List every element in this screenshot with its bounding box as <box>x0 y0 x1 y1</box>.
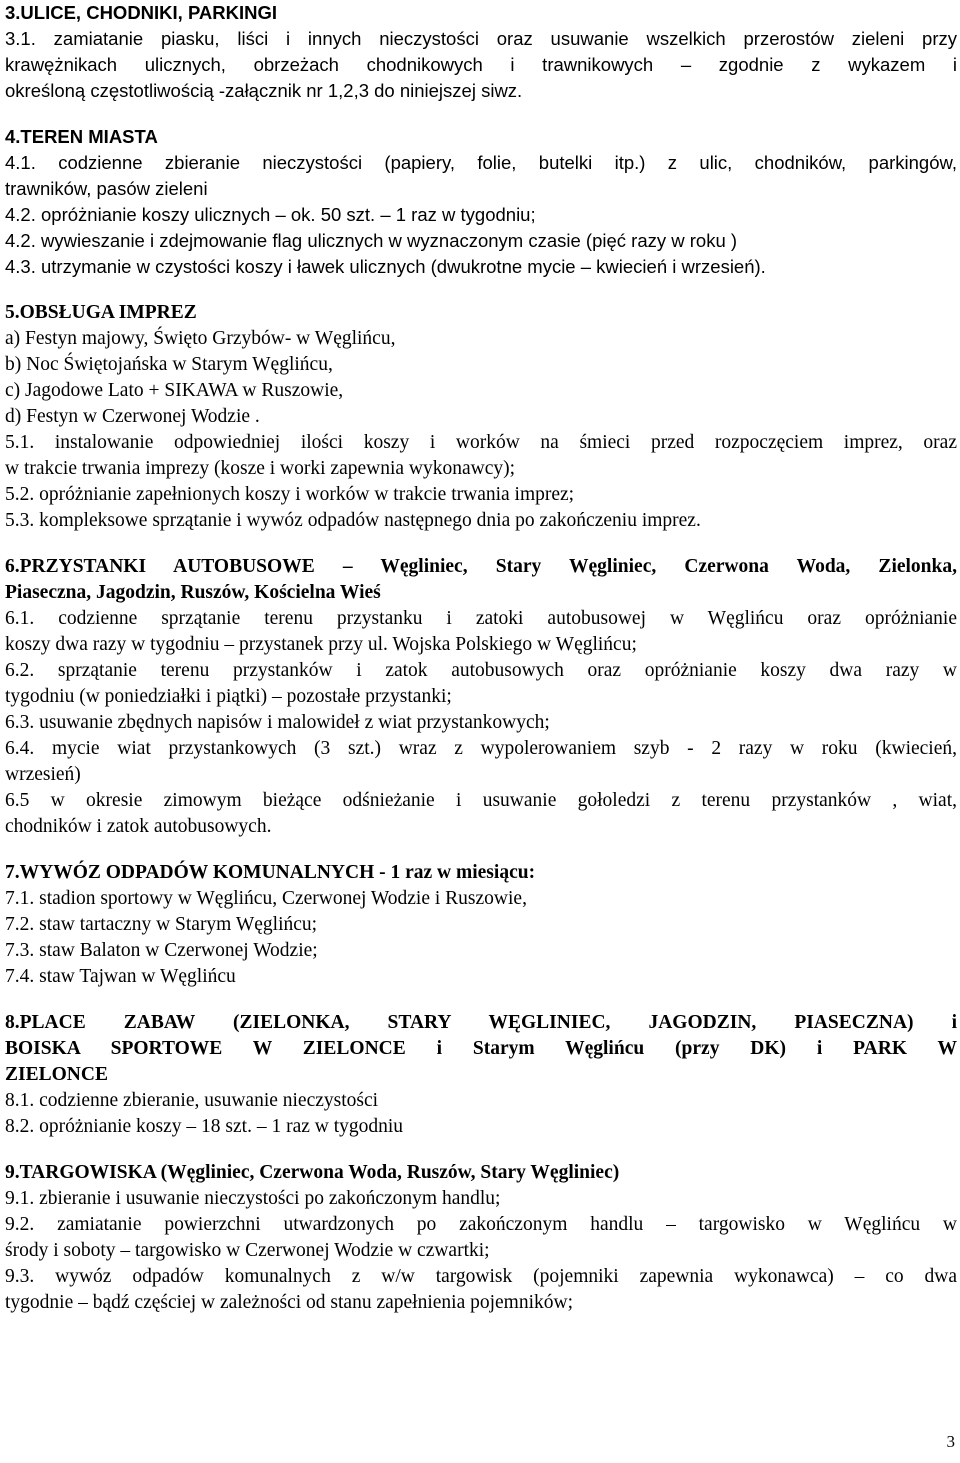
section-9-2-line-2: środy i soboty – targowisko w Czerwonej Wodzie w czwartki; <box>5 1240 490 1261</box>
section-6-1-line-1: 6.1. codzienne sprzątanie terenu przystanku i zatoki autobusowej w Węglińcu oraz opróżnianie <box>5 608 957 629</box>
section-6-1-line-2: koszy dwa razy w tygodniu – przystanek przy ul. Wojska Polskiego w Węglińcu; <box>5 634 637 655</box>
section-5-heading: 5.OBSŁUGA IMPREZ <box>5 302 197 323</box>
section-8-heading-line-1: 8.PLACE ZABAW (ZIELONKA, STARY WĘGLINIEC, JAGODZIN, PIASECZNA) i <box>5 1012 957 1033</box>
section-4-3-item: 4.3. utrzymanie w czystości koszy i ławek ulicznych (dwukrotne mycie – kwiecień i wrzesień). <box>5 256 766 277</box>
section-6-4-line-2: wrzesień) <box>5 764 81 785</box>
event-item: c) Jagodowe Lato + SIKAWA w Ruszowie, <box>5 380 344 401</box>
section-3-heading: 3.ULICE, CHODNIKI, PARKINGI <box>5 2 278 23</box>
section-4-1-line-2: trawników, pasów zieleni <box>5 178 208 199</box>
section-8-heading-line-3: ZIELONCE <box>5 1064 108 1085</box>
section-6 <box>5 554 957 840</box>
event-item: d) Festyn w Czerwonej Wodzie . <box>5 406 260 427</box>
section-7 <box>5 860 957 990</box>
section-6-5-line-2: chodników i zatok autobusowych. <box>5 816 272 837</box>
section-7-item: 7.2. staw tartaczny w Starym Węglińcu; <box>5 914 318 935</box>
section-9-heading: 9.TARGOWISKA (Węgliniec, Czerwona Woda, Ruszów, Stary Węgliniec) <box>5 1162 620 1183</box>
section-8-item: 8.2. opróżnianie koszy – 18 szt. – 1 raz w tygodniu <box>5 1116 404 1137</box>
section-6-2-line-1: 6.2. sprzątanie terenu przystanków i zatok autobusowych oraz opróżnianie koszy dwa razy w <box>5 660 957 681</box>
section-9-1-item: 9.1. zbieranie i usuwanie nieczystości po zakończonym handlu; <box>5 1188 501 1209</box>
section-5-2-item: 5.2. opróżnianie zapełnionych koszy i worków w trakcie trwania imprez; <box>5 484 575 505</box>
section-9-2-line-1: 9.2. zamiatanie powierzchni utwardzonych po zakończonym handlu – targowisko w Węglińcu w <box>5 1214 957 1235</box>
section-6-2-line-2: tygodniu (w poniedziałki i piątki) – pozostałe przystanki; <box>5 686 452 707</box>
section-5-3-item: 5.3. kompleksowe sprzątanie i wywóz odpadów następnego dnia po zakończeniu imprez. <box>5 510 701 531</box>
section-9-3-line-2: tygodnie – bądź częściej w zależności od stanu zapełnienia pojemników; <box>5 1292 574 1313</box>
section-8-heading-line-2: BOISKA SPORTOWE W ZIELONCE i Starym Węglińcu (przy DK) i PARK W <box>5 1038 957 1059</box>
section-7-item: 7.4. staw Tajwan w Węglińcu <box>5 966 236 987</box>
section-8-item: 8.1. codzienne zbieranie, usuwanie nieczystości <box>5 1090 379 1111</box>
section-3 <box>5 0 957 104</box>
section-4-1-line-1: 4.1. codzienne zbieranie nieczystości (papiery, folie, butelki itp.) z ulic, chodników, parkingów, <box>5 152 957 173</box>
section-6-3-item: 6.3. usuwanie zbędnych napisów i malowideł z wiat przystankowych; <box>5 712 550 733</box>
section-5-1-line-1: 5.1. instalowanie odpowiedniej ilości koszy i worków na śmieci przed rozpoczęciem imprez, oraz <box>5 432 957 453</box>
section-9 <box>5 1160 957 1316</box>
section-4-2b-item: 4.2. wywieszanie i zdejmowanie flag ulicznych w wyznaczonym czasie (pięć razy w roku ) <box>5 230 738 251</box>
section-8 <box>5 1010 957 1140</box>
section-4-heading: 4.TEREN MIASTA <box>5 126 158 147</box>
event-item: b) Noc Świętojańska w Starym Węglińcu, <box>5 354 333 375</box>
section-7-item: 7.3. staw Balaton w Czerwonej Wodzie; <box>5 940 318 961</box>
section-5 <box>5 300 957 534</box>
document-page <box>5 0 957 1316</box>
section-3-1-line-1: 3.1. zamiatanie piasku, liści i innych nieczystości oraz usuwanie wszelkich przerostów zieleni przy <box>5 28 957 49</box>
section-3-1-line-2: krawężnikach ulicznych, obrzeżach chodnikowych i trawnikowych – zgodnie z wykazem i <box>5 54 957 75</box>
section-6-5-line-1: 6.5 w okresie zimowym bieżące odśnieżanie i usuwanie gołoledzi z terenu przystanków , wiat, <box>5 790 957 811</box>
section-5-1-line-2: w trakcie trwania imprezy (kosze i worki zapewnia wykonawcy); <box>5 458 516 479</box>
event-item: a) Festyn majowy, Święto Grzybów- w Węglińcu, <box>5 328 396 349</box>
section-6-4-line-1: 6.4. mycie wiat przystankowych (3 szt.) wraz z wypolerowaniem szyb - 2 razy w roku (kwiecień, <box>5 738 957 759</box>
section-7-item: 7.1. stadion sportowy w Węglińcu, Czerwonej Wodzie i Ruszowie, <box>5 888 527 909</box>
section-6-heading-line-1: 6.PRZYSTANKI AUTOBUSOWE – Węgliniec, Stary Węgliniec, Czerwona Woda, Zielonka, <box>5 556 957 577</box>
section-9-3-line-1: 9.3. wywóz odpadów komunalnych z w/w targowisk (pojemniki zapewnia wykonawca) – co dwa <box>5 1266 957 1287</box>
page-number: 3 <box>946 1432 955 1451</box>
section-7-heading: 7.WYWÓZ ODPADÓW KOMUNALNYCH - 1 raz w miesiącu: <box>5 862 536 883</box>
section-4 <box>5 124 957 280</box>
section-4-2-item: 4.2. opróżnianie koszy ulicznych – ok. 50 szt. – 1 raz w tygodniu; <box>5 204 536 225</box>
section-6-heading-line-2: Piaseczna, Jagodzin, Ruszów, Kościelna Wieś <box>5 582 381 603</box>
section-3-1-line-3: określoną częstotliwością -załącznik nr 1,2,3 do niniejszej siwz. <box>5 80 523 101</box>
